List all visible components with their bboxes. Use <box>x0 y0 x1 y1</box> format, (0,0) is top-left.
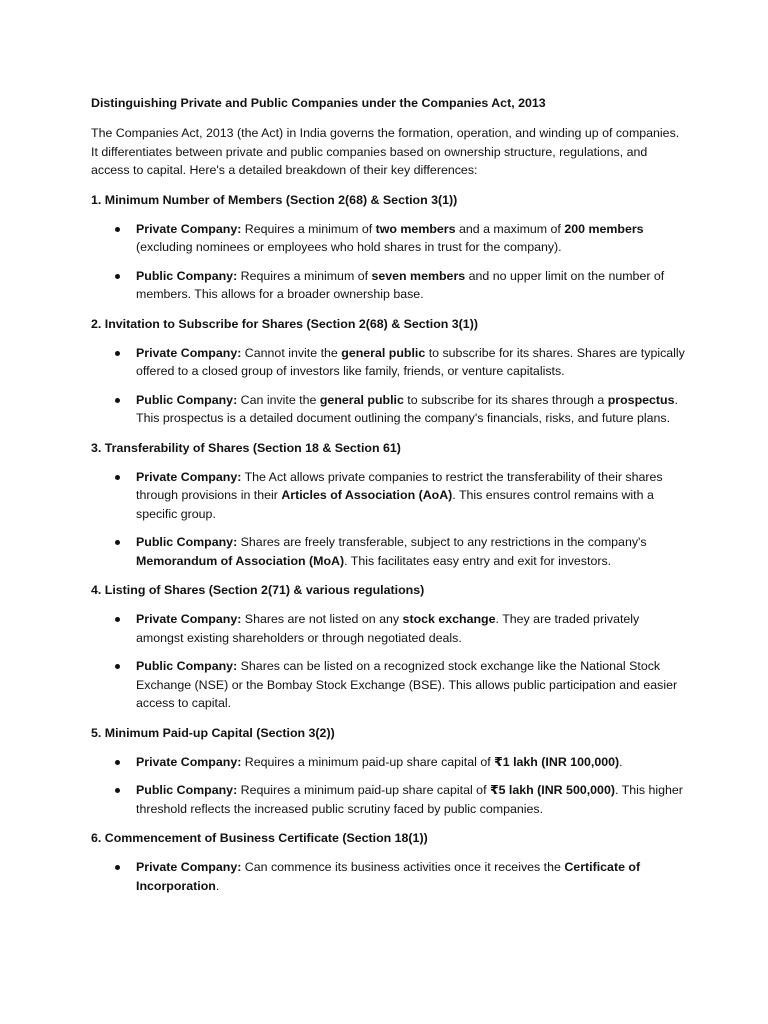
bold-text: general public <box>341 345 426 360</box>
bold-text: Private Company: <box>136 469 242 484</box>
bold-text: Private Company: <box>136 221 242 236</box>
body-text: . This ensures control remains with a specific group. <box>136 488 654 521</box>
list-item <box>91 391 688 428</box>
list-item <box>91 533 688 570</box>
bullet-icon <box>115 398 120 403</box>
body-text: Can commence its business activities once it receives the <box>241 860 565 874</box>
body-text: Requires a minimum of <box>241 221 376 236</box>
bold-text: Private Company: <box>136 860 242 874</box>
bullet-list <box>91 753 688 819</box>
bold-text: Memorandum of Association (MoA) <box>136 553 345 568</box>
section-heading: 5. Minimum Paid-up Capital (Section 3(2)) <box>91 725 335 740</box>
list-item <box>91 267 688 304</box>
bullet-icon <box>115 664 120 669</box>
body-text: . This higher threshold reflects the increased public scrutiny faced by public companies. <box>136 783 683 816</box>
body-text: . <box>619 754 623 769</box>
section-heading: 3. Transferability of Shares (Section 18 & Section 61) <box>91 440 401 455</box>
bold-text: Private Company: <box>136 345 242 360</box>
intro-paragraph: The Companies Act, 2013 (the Act) in India governs the formation, operation, and winding up of companies. It differentiates between private and public companies based on ownership structure, regulations, and access to capital. Here's a detailed breakdown of their key differences: <box>91 126 680 177</box>
sections-container <box>91 192 688 896</box>
body-text: . This facilitates easy entry and exit for investors. <box>344 553 612 568</box>
body-text: Shares are not listed on any <box>241 612 403 626</box>
list-item <box>91 753 688 772</box>
body-text: and no upper limit on the number of members. This allows for a broader ownership base. <box>136 268 665 301</box>
body-text: Requires a minimum paid-up share capital of <box>241 754 495 769</box>
body-text: Requires a minimum of <box>237 268 372 283</box>
body-text: . This prospectus is a detailed document outlining the company's financials, risks, and future plans. <box>136 392 678 425</box>
body-text: to subscribe for its shares through a <box>403 392 608 407</box>
bold-text: Public Company: <box>136 535 238 549</box>
bold-text: ₹5 lakh (INR 500,000) <box>489 783 615 797</box>
body-text: (excluding nominees or employees who hold shares in trust for the company). <box>136 240 562 254</box>
bold-text: ₹1 lakh (INR 100,000) <box>494 754 620 769</box>
bold-text: prospectus <box>607 392 675 407</box>
bullet-icon <box>115 788 120 793</box>
bullet-icon <box>115 865 120 870</box>
bold-text: Public Company: <box>136 783 238 797</box>
bold-text: seven members <box>371 268 466 283</box>
body-text: Shares are freely transferable, subject to any restrictions in the company's <box>237 535 647 549</box>
body-text: . <box>215 878 220 893</box>
bullet-list <box>91 220 688 304</box>
bullet-icon <box>115 351 120 356</box>
body-text: Cannot invite the <box>241 345 342 360</box>
list-item <box>91 781 688 818</box>
list-item <box>91 468 688 524</box>
bold-text: general public <box>319 392 404 407</box>
section-heading: 4. Listing of Shares (Section 2(71) & various regulations) <box>91 583 425 597</box>
list-item <box>91 657 688 713</box>
section-heading: 2. Invitation to Subscribe for Shares (Section 2(68) & Section 3(1)) <box>91 316 478 331</box>
bullet-icon <box>115 227 120 232</box>
body-text: Requires a minimum paid-up share capital of <box>237 783 490 797</box>
bullet-list <box>91 610 688 713</box>
bullet-list <box>91 858 688 895</box>
bullet-list <box>91 344 688 428</box>
bold-text: Private Company: <box>136 612 242 626</box>
bullet-icon <box>115 475 120 480</box>
bullet-icon <box>115 274 120 279</box>
body-text: Shares can be listed on a recognized stock exchange like the National Stock Exchange (NSE) or the Bombay Stock Exchange (BSE). This allows public participation and easier access to capital. <box>136 659 678 710</box>
bullet-list <box>91 468 688 571</box>
section-heading: 6. Commencement of Business Certificate (Section 18(1)) <box>91 831 428 845</box>
bullet-icon <box>115 760 120 765</box>
bold-text: Articles of Association (AoA) <box>281 488 453 502</box>
body-text: . They are traded privately amongst existing shareholders or through negotiated deals. <box>136 612 640 645</box>
bold-text: two members <box>375 221 456 236</box>
bold-text: Public Company: <box>136 659 238 673</box>
body-text: The Act allows private companies to restrict the transferability of their shares through provisions in their <box>136 469 663 502</box>
list-item <box>91 344 688 381</box>
bold-text: Public Company: <box>136 268 238 283</box>
bold-text: 200 members <box>564 221 644 236</box>
bullet-icon <box>115 617 120 622</box>
bullet-icon <box>115 540 120 545</box>
document-title: Distinguishing Private and Public Companies under the Companies Act, 2013 <box>91 96 546 110</box>
list-item <box>91 220 688 257</box>
bold-text: Public Company: <box>136 392 238 407</box>
list-item <box>91 610 688 647</box>
list-item <box>91 858 688 895</box>
bold-text: Certificate of Incorporation <box>136 860 641 893</box>
section-heading: 1. Minimum Number of Members (Section 2(68) & Section 3(1)) <box>91 192 458 207</box>
bold-text: Private Company: <box>136 754 242 769</box>
body-text: Can invite the <box>237 392 320 407</box>
body-text: to subscribe for its shares. Shares are typically offered to a closed group of investors like family, friends, or venture capitalists. <box>136 345 685 378</box>
body-text: and a maximum of <box>455 221 565 236</box>
bold-text: stock exchange <box>402 612 496 626</box>
